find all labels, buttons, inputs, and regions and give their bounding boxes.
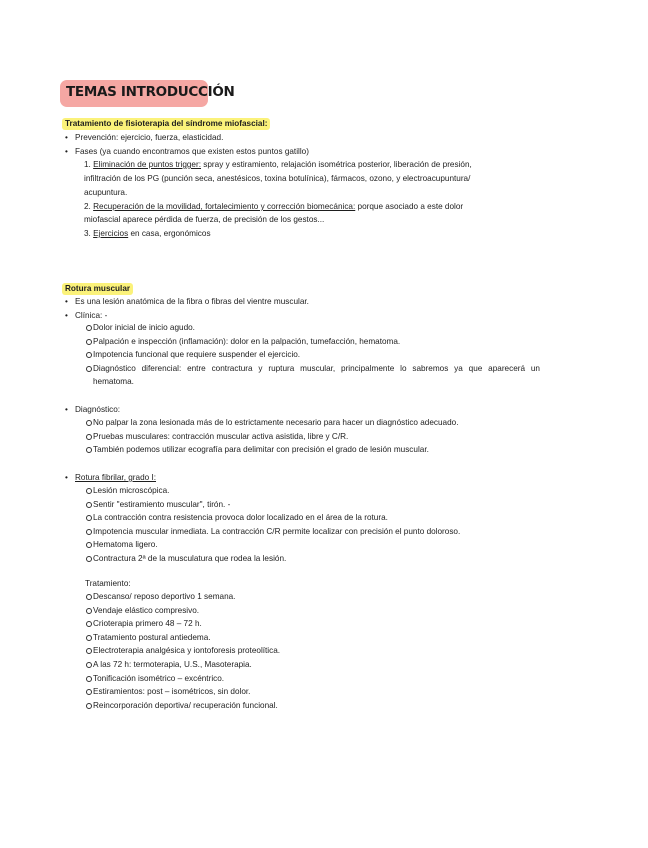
list-item: • Prevención: ejercicio, fuerza, elasticidad. xyxy=(75,132,223,143)
circle-bullet-icon xyxy=(86,366,92,372)
sub-list-item: Impotencia muscular inmediata. La contracción C/R permite localizar con precisión el punto doloroso. xyxy=(93,526,461,536)
circle-bullet-icon xyxy=(86,515,92,521)
sub-list-item: A las 72 h: termoterapia, U.S., Masoterapia. xyxy=(93,660,252,669)
page-title: TEMAS INTRODUCCIÓN xyxy=(66,84,235,100)
circle-bullet-icon xyxy=(86,447,92,453)
circle-bullet-icon xyxy=(86,689,92,695)
circle-bullet-icon xyxy=(86,325,92,331)
numbered-item-1: 1. Eliminación de puntos trigger: spray y estiramiento, relajación isométrica posterior, liberación de presión, xyxy=(84,160,472,169)
sub-list-item: Vendaje elástico compresivo. xyxy=(93,605,200,615)
circle-bullet-icon xyxy=(86,594,92,600)
numbered-item-1-cont: acupuntura. xyxy=(84,188,128,197)
list-item: • Fases (ya cuando encontramos que existen estos puntos gatillo) xyxy=(75,146,309,157)
circle-bullet-icon xyxy=(86,621,92,627)
numbered-item-2: 2. Recuperación de la movilidad, fortalecimiento y corrección biomecánica: porque asociado a este dolor xyxy=(84,202,464,211)
sub-list-item: Contractura 2ª de la musculatura que rodea la lesión. xyxy=(93,554,287,563)
circle-bullet-icon xyxy=(86,662,92,668)
circle-bullet-icon xyxy=(86,608,92,614)
tratamiento-label: Tratamiento: xyxy=(85,579,131,588)
circle-bullet-icon xyxy=(86,529,92,535)
sub-list-item: Sentir "estiramiento muscular", tirón. - xyxy=(93,499,231,509)
sub-list-item: Dolor inicial de inicio agudo. xyxy=(93,323,195,332)
sub-list-item: Tratamiento postural antiedema. xyxy=(93,632,211,642)
circle-bullet-icon xyxy=(86,635,92,641)
sub-list-item: Crioterapia primero 48 – 72 h. xyxy=(93,619,202,629)
circle-bullet-icon xyxy=(86,352,92,358)
numbered-item-1-cont: infiltración de los PG (punción seca, anestésicos, toxina botulínica), fármacos, ozono, y electroacupuntura/ xyxy=(84,174,471,183)
sub-list-item: Estiramientos: post – isométricos, sin dolor. xyxy=(93,687,251,697)
sub-list-item: Diagnóstico diferencial: entre contractura y ruptura muscular, principalmente lo sabremos ya que aparecerá un xyxy=(93,363,540,373)
circle-bullet-icon xyxy=(86,420,92,426)
section-heading-miofascial: Tratamiento de fisioterapia del síndrome miofascial: xyxy=(62,118,270,129)
sub-list-item: Pruebas musculares: contracción muscular activa asistida, libre y C/R. xyxy=(93,431,349,441)
sub-list-item: Palpación e inspección (inflamación): dolor en la palpación, tumefacción, hematoma. xyxy=(93,336,401,346)
sub-list-item: También podemos utilizar ecografía para delimitar con precisión el grado de lesión muscular. xyxy=(93,445,429,455)
circle-bullet-icon xyxy=(86,502,92,508)
sub-list-item: Tonificación isométrico – excéntrico. xyxy=(93,673,225,683)
list-item: • Clínica: - xyxy=(75,310,107,321)
sub-list-item: Lesión microscópica. xyxy=(93,486,170,495)
circle-bullet-icon xyxy=(86,542,92,548)
circle-bullet-icon xyxy=(86,556,92,562)
sub-list-item: La contracción contra resistencia provoca dolor localizado en el área de la rotura. xyxy=(93,513,388,523)
sub-list-item: Hematoma ligero. xyxy=(93,540,158,550)
numbered-item-3: 3. Ejercicios en casa, ergonómicos xyxy=(84,229,211,238)
circle-bullet-icon xyxy=(86,703,92,709)
list-item: • Es una lesión anatómica de la fibra o fibras del vientre muscular. xyxy=(75,296,309,307)
sub-list-item: Impotencia funcional que requiere suspender el ejercicio. xyxy=(93,350,301,360)
circle-bullet-icon xyxy=(86,676,92,682)
circle-bullet-icon xyxy=(86,648,92,654)
sub-list-item-cont: hematoma. xyxy=(93,377,134,387)
list-item: • Diagnóstico: xyxy=(75,404,120,415)
sub-list-item: Electroterapia analgésica y iontoforesis proteolítica. xyxy=(93,646,281,656)
section-heading-rotura: Rotura muscular xyxy=(62,283,133,294)
sub-list-item: No palpar la zona lesionada más de lo estrictamente necesario para hacer un diagnóstico adecuado. xyxy=(93,418,459,427)
list-item: • Rotura fibrilar, grado I: xyxy=(75,472,156,483)
circle-bullet-icon xyxy=(86,434,92,440)
circle-bullet-icon xyxy=(86,488,92,494)
circle-bullet-icon xyxy=(86,339,92,345)
sub-list-item: Reincorporación deportiva/ recuperación funcional. xyxy=(93,700,278,710)
sub-list-item: Descanso/ reposo deportivo 1 semana. xyxy=(93,592,236,601)
numbered-item-2-cont: miofascial aparece pérdida de fuerza, de precisión de los gestos... xyxy=(84,215,325,224)
